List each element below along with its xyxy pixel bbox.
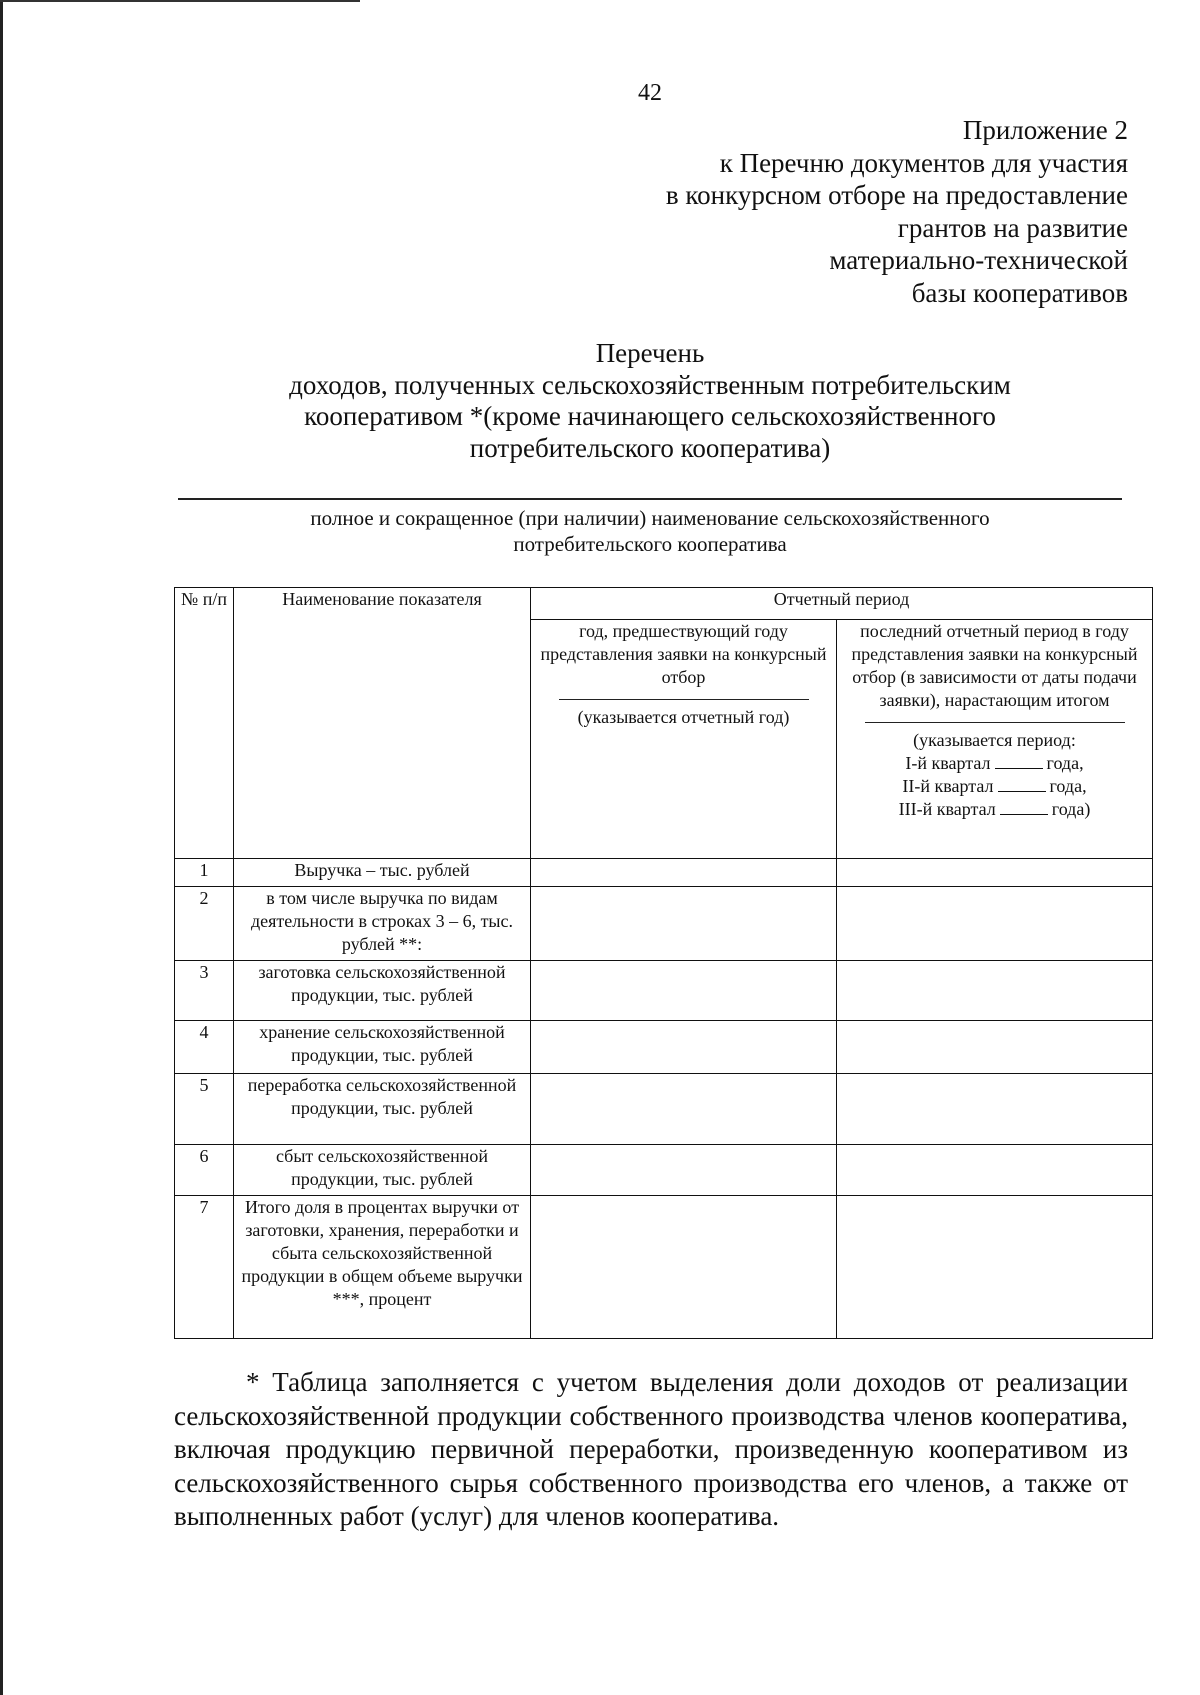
appendix-line: базы кооперативов	[911, 277, 1128, 308]
row-num: 7	[175, 1196, 234, 1339]
row-prev-value	[531, 1145, 837, 1196]
row-indicator: сбыт сельскохозяйственной продукции, тыс. рублей	[234, 1145, 531, 1196]
row-last-value	[837, 1021, 1153, 1074]
row-num: 3	[175, 961, 234, 1021]
title-line: кооперативом *(кроме начинающего сельскохозяйственного	[304, 401, 996, 431]
quarter-3-line	[839, 798, 1150, 821]
row-prev-value	[531, 859, 837, 887]
table-row	[175, 859, 1153, 887]
year-word: года,	[1046, 753, 1084, 773]
appendix-header	[568, 114, 1128, 309]
row-last-value	[837, 1074, 1153, 1145]
quarter-1-line	[839, 752, 1150, 775]
row-num: 2	[175, 887, 234, 961]
quarter-3-blank	[1000, 798, 1048, 815]
row-indicator: переработка сельскохозяйственной продукции, тыс. рублей	[234, 1074, 531, 1145]
row-indicator: заготовка сельскохозяйственной продукции, тыс. рублей	[234, 961, 531, 1021]
appendix-line: материально-технической	[829, 245, 1128, 275]
table-row	[175, 961, 1153, 1021]
scan-left-edge	[0, 0, 3, 1695]
row-last-value	[837, 1145, 1153, 1196]
quarter-3-label: III-й квартал	[898, 799, 996, 819]
header-num: № п/п	[175, 588, 234, 859]
row-last-value	[837, 887, 1153, 961]
row-prev-value	[531, 887, 837, 961]
header-last-period	[837, 620, 1153, 859]
appendix-line: грантов на развитие	[897, 212, 1128, 243]
last-period-blank-line	[865, 722, 1125, 723]
row-indicator: хранение сельскохозяйственной продукции, тыс. рублей	[234, 1021, 531, 1074]
row-prev-value	[531, 1074, 837, 1145]
quarter-1-label: I-й квартал	[905, 753, 991, 773]
table-row	[175, 1021, 1153, 1074]
row-indicator: Итого доля в процентах выручки от заготовки, хранения, переработки и сбыта сельскохозяйственной продукции в общем объеме выручки ***, процент	[234, 1196, 531, 1339]
footnote	[174, 1366, 1128, 1534]
scan-top-edge	[0, 0, 360, 2]
quarter-1-blank	[995, 752, 1043, 769]
cooperative-name-caption	[178, 505, 1122, 557]
income-table	[174, 587, 1153, 1339]
row-last-value	[837, 859, 1153, 887]
row-indicator: в том числе выручка по видам деятельности в строках 3 – 6, тыс. рублей **:	[234, 887, 531, 961]
last-period-note: (указывается период:	[913, 730, 1076, 750]
caption-line: полное и сокращенное (при наличии) наименование сельскохозяйственного	[310, 506, 990, 530]
table-row	[175, 1145, 1153, 1196]
document-title	[130, 338, 1170, 464]
table-row	[175, 1196, 1153, 1339]
row-indicator: Выручка – тыс. рублей	[234, 859, 531, 887]
title-line: потребительского кооператива)	[469, 432, 831, 463]
caption-line: потребительского кооператива	[513, 532, 787, 556]
cooperative-name-blank-line	[178, 498, 1122, 500]
row-num: 6	[175, 1145, 234, 1196]
title-line: Перечень	[595, 338, 705, 368]
title-line: доходов, полученных сельскохозяйственным потребительским	[289, 369, 1011, 400]
header-previous-year	[531, 620, 837, 859]
table-row	[175, 1074, 1153, 1145]
row-prev-value	[531, 1021, 837, 1074]
row-last-value	[837, 1196, 1153, 1339]
year-word: года)	[1051, 799, 1091, 819]
row-num: 1	[175, 859, 234, 887]
appendix-line: в конкурсном отборе на предоставление	[665, 180, 1128, 210]
year-word: года,	[1049, 776, 1087, 796]
header-indicator-name: Наименование показателя	[234, 588, 531, 859]
table-row	[175, 887, 1153, 961]
header-reporting-period: Отчетный период	[531, 588, 1153, 620]
page-number: 42	[638, 80, 662, 106]
appendix-line: к Перечню документов для участия	[719, 147, 1128, 178]
appendix-line: Приложение 2	[962, 115, 1128, 145]
previous-year-note: (указывается отчетный год)	[577, 707, 790, 727]
quarter-2-line	[839, 775, 1150, 798]
last-period-label: последний отчетный период в году представления заявки на конкурсный отбор (в зависимости от даты подачи заявки), нарастающим итогом	[851, 621, 1138, 710]
footnote-text: * Таблица заполняется с учетом выделения доли доходов от реализации сельскохозяйственной продукции собственного производства членов кооператива, включая продукцию первичной переработки, произведенную кооперативом из сельскохозяйственного сырья собственного производства его членов, а также от выполненных работ (услуг) для членов кооператива.	[174, 1367, 1128, 1531]
quarter-2-label: II-й квартал	[902, 776, 994, 796]
row-num: 4	[175, 1021, 234, 1074]
previous-year-label: год, предшествующий году представления заявки на конкурсный отбор	[540, 621, 827, 687]
row-prev-value	[531, 1196, 837, 1339]
row-prev-value	[531, 961, 837, 1021]
quarter-2-blank	[998, 775, 1046, 792]
quarters-block	[839, 729, 1150, 821]
row-num: 5	[175, 1074, 234, 1145]
row-last-value	[837, 961, 1153, 1021]
previous-year-blank-line	[559, 699, 809, 700]
